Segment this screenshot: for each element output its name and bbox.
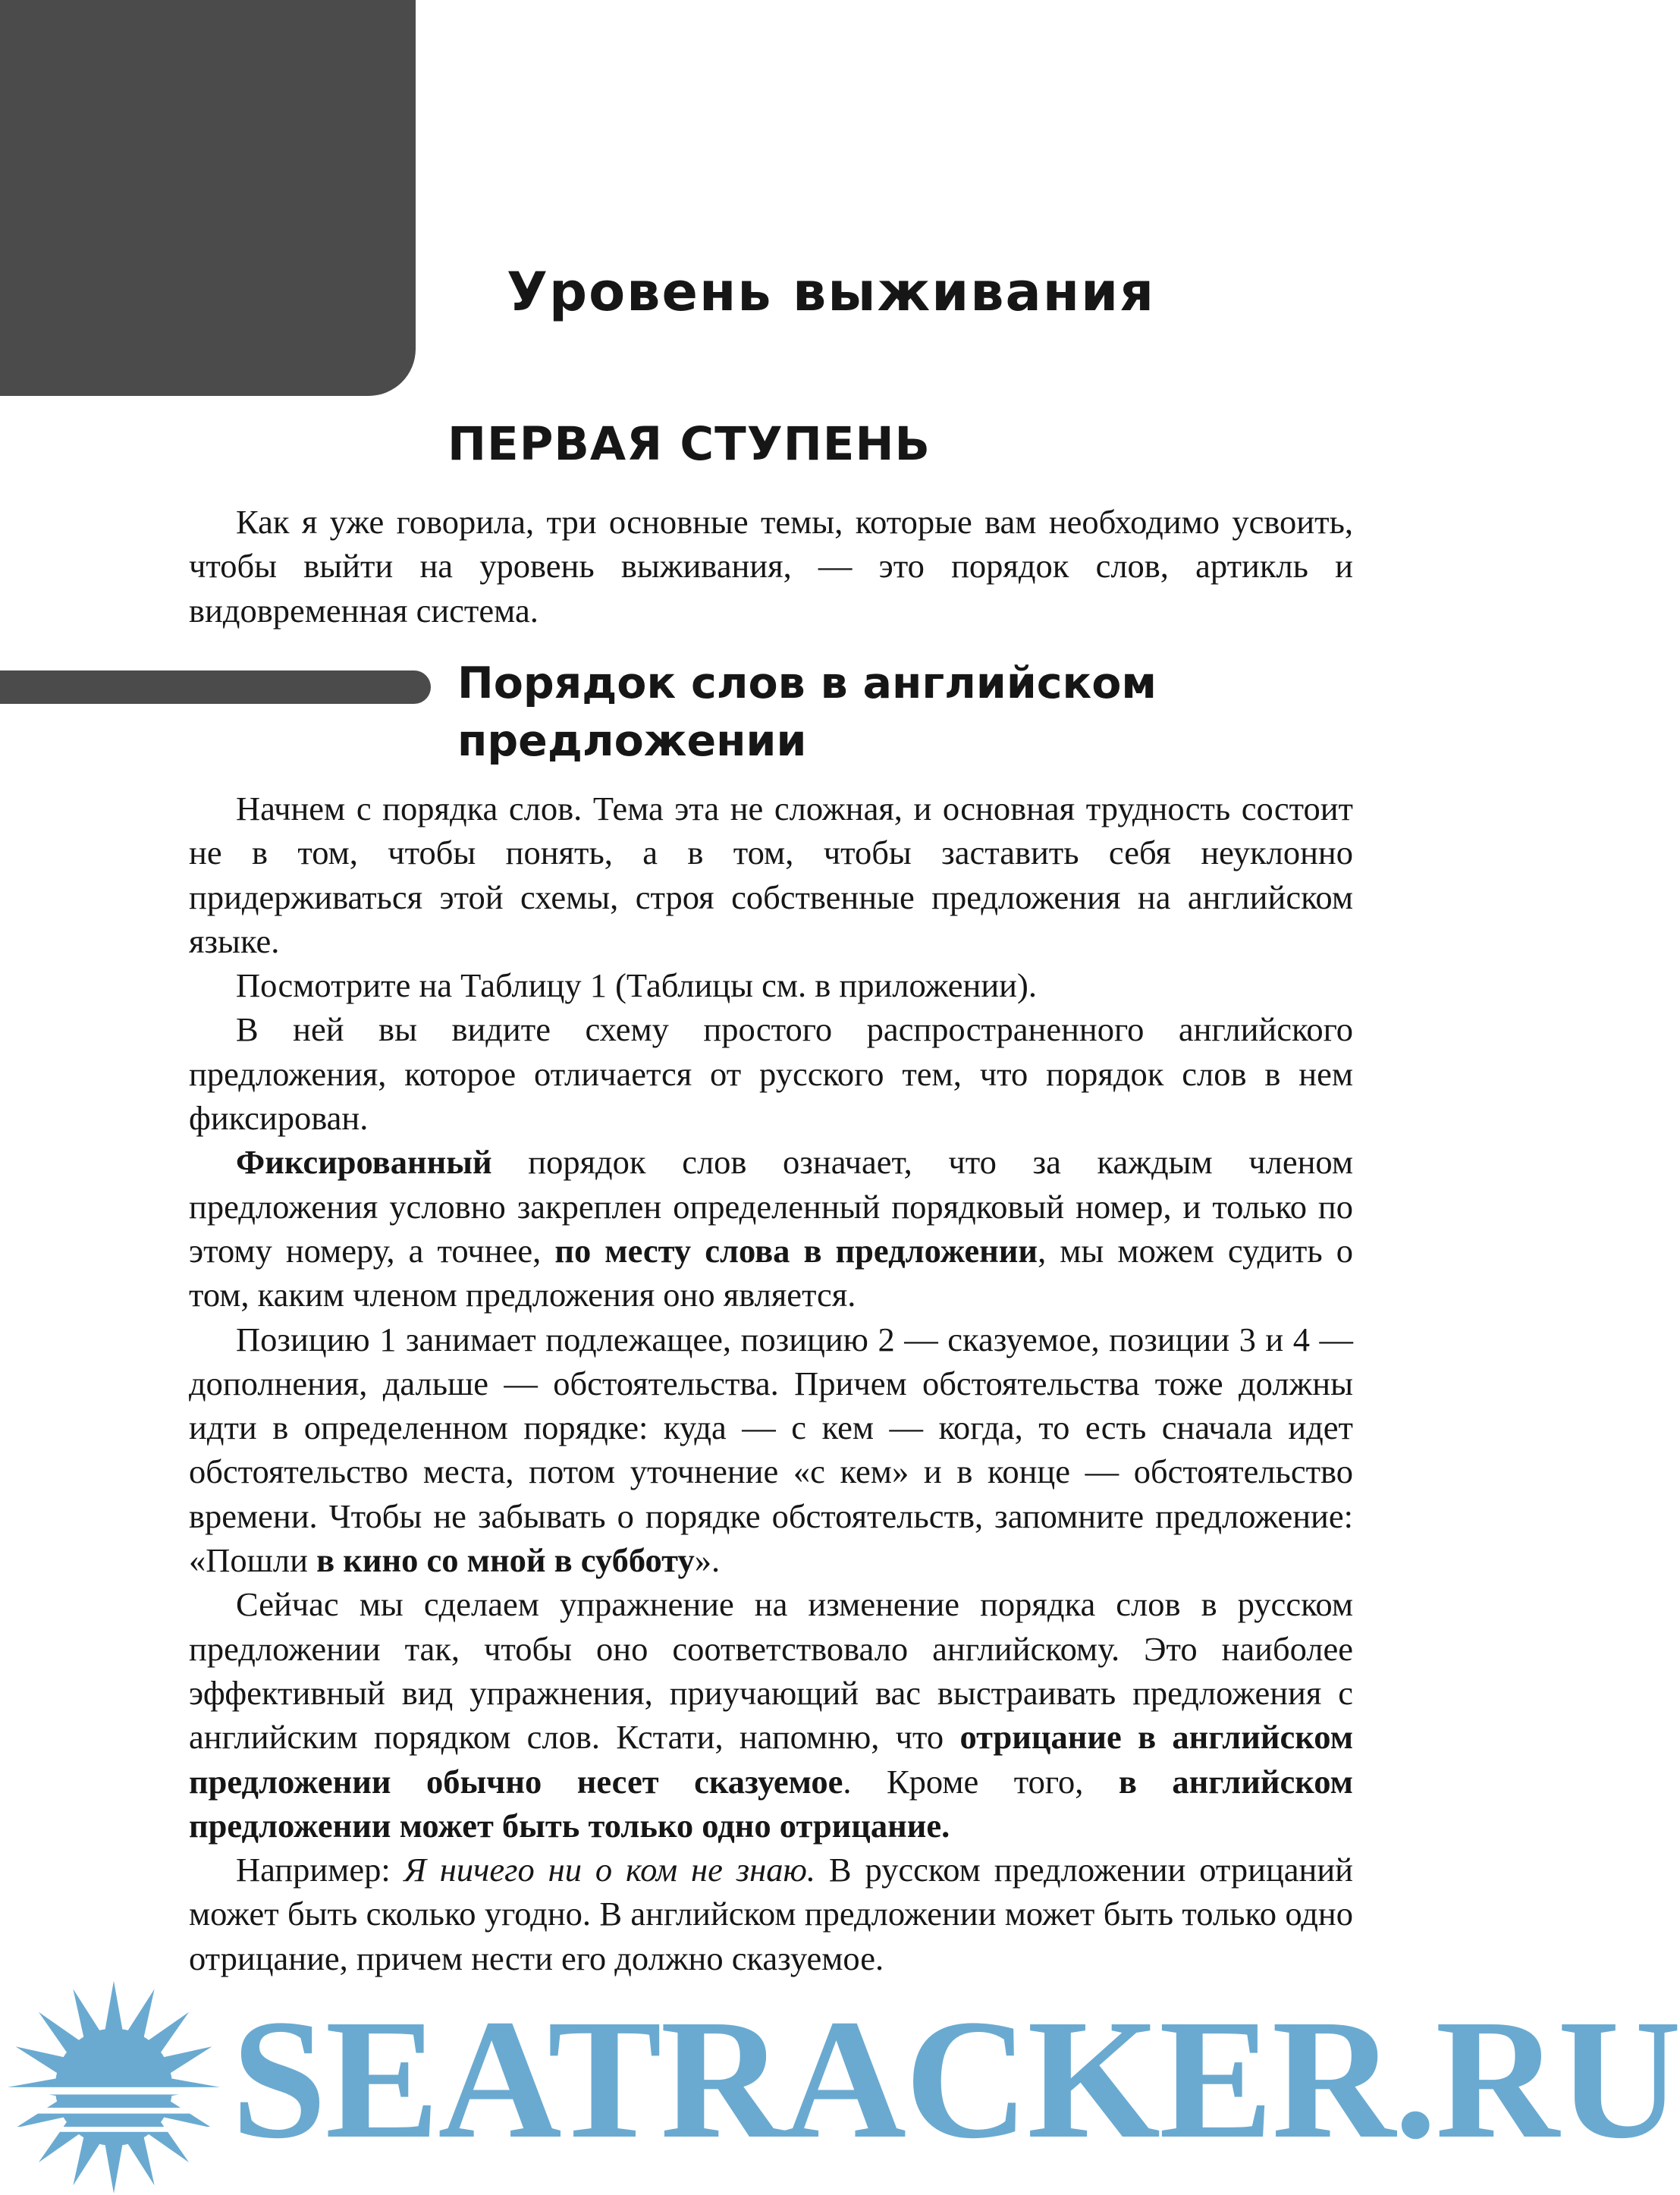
watermark [0,1964,1680,2195]
sun-logo-icon [4,1977,224,2190]
paragraph-3: В ней вы видите схему простого распространенного английского предложения, которое отличается от русского тем, что порядок слов в нем фиксирован. [189,1010,1353,1138]
bold-phrase: в английском предложении может быть только одно отрицание. [189,1762,1353,1845]
bold-term: Фиксированный [236,1143,492,1182]
watermark-text: SEATRACKER.RU [231,1984,1680,2174]
paragraph-5 [189,1317,1353,1583]
bold-phrase: по месту слова в предложении [554,1231,1038,1270]
paragraph-4-text-2: , мы можем судить о том, каким членом предложения оно является. [189,1231,1353,1314]
paragraph-1: Начнем с порядка слов. Тема эта не сложная, и основная трудность состоит не в том, чтобы понять, а в том, чтобы заставить себя неуклонно придерживаться этой схемы, строя собственные предложения на английском языке. [189,790,1353,960]
step-heading: ПЕРВАЯ СТУПЕНЬ [447,417,931,471]
bold-phrase: отрицание в английском предложении обычно несет сказуемое [189,1718,1353,1801]
corner-decoration-block [0,0,416,396]
paragraph-5-text-1: Позицию 1 занимает подлежащее, позицию 2 — сказуемое, позиции 3 и 4 — дополнения, дальше — обстоятельства. Причем обстоятельства тоже должны идти в определенном порядке: куда — с кем — когда, то есть сначала идет обстоятельство места, потом уточнение «с кем» и в конце — обстоятельство времени. Чтобы не забывать о порядке обстоятельств, запомните предложение: «Пошли [189,1320,1353,1580]
section-heading: Порядок слов в английском предложении [457,658,1157,766]
body-text [189,787,1353,1980]
paragraph-4-text-1: порядок слов означает, что за каждым членом предложения условно закреплен определенный порядковый номер, и только по этому номеру, а точнее, [189,1143,1353,1270]
bold-phrase: в кино со мной в субботу [316,1541,695,1580]
paragraph-7 [189,1848,1353,1980]
paragraph-7-text-1: Например: [236,1851,404,1889]
paragraph-6 [189,1582,1353,1848]
paragraph-7-text-2: В русском предложении отрицаний может быть сколько угодно. В английском предложении может быть только одно отрицание, причем нести его должно сказуемое. [189,1851,1353,1977]
section-marker-bar [0,670,431,704]
paragraph-6-text-2: . Кроме того, [843,1762,1119,1801]
intro-block [189,500,1353,633]
intro-paragraph: Как я уже говорила, три основные темы, которые вам необходимо усвоить, чтобы выйти на уровень выживания, — это порядок слов, артикль и видовременная система. [189,503,1353,630]
paragraph-4 [189,1140,1353,1317]
paragraph-6-text-1: Сейчас мы сделаем упражнение на изменение порядка слов в русском предложении так, чтобы оно соответствовало английскому. Это наиболее эффективный вид упражнения, приучающий вас выстраивать предложения с английским порядком слов. Кстати, напомню, что [189,1585,1353,1757]
italic-example: Я ничего ни о ком не знаю. [404,1851,815,1889]
paragraph-2: Посмотрите на Таблицу 1 (Таблицы см. в приложении). [236,966,1037,1005]
paragraph-5-text-2: ». [694,1541,721,1580]
chapter-title: Уровень выживания [507,261,1156,323]
